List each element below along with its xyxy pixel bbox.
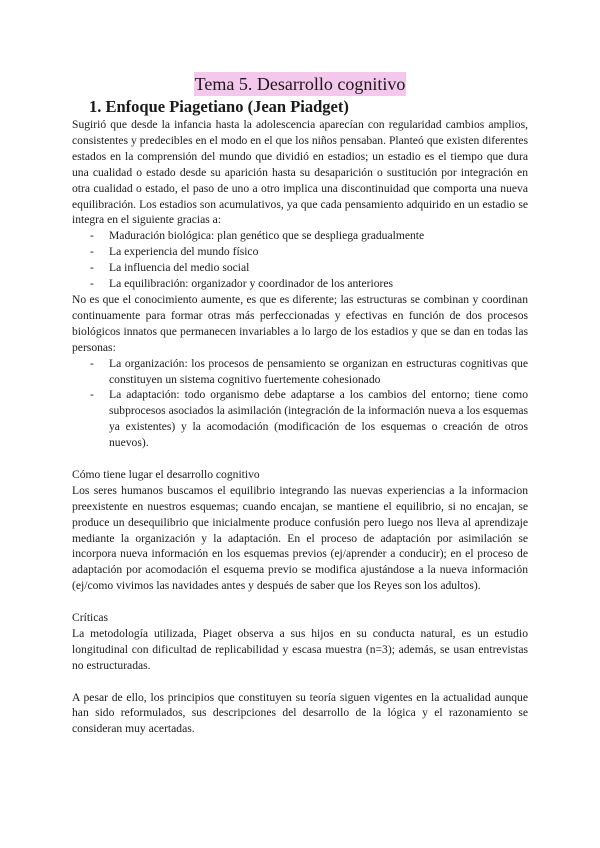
criticism-paragraph: La metodología utilizada, Piaget observa a sus hijos en su conducta natural, es un estudio longitudinal con dificultad de replicabilidad y escasa muestra (n=3); además, se usan entrevistas no estructuradas. <box>72 626 528 672</box>
spacer <box>72 674 528 690</box>
list-item: - La influencia del medio social <box>90 261 250 275</box>
document-page <box>72 72 528 737</box>
list-item: - Maduración biológica: plan genético que se despliega gradualmente <box>90 229 425 243</box>
list-item: - La adaptación: todo organismo debe adaptarse a los cambios del entorno; tiene como subprocesos asociados la asimilación (integración de la información nueva a los esquemas ya existentes) y la acomodación (modificación de los esquemas o creación de otros nuevos). <box>90 388 528 450</box>
section-heading-criticism: Críticas <box>72 611 109 625</box>
factors-list <box>72 228 528 292</box>
list-item: - La equilibración: organizador y coordinador de los anteriores <box>90 277 394 291</box>
document-title: Tema 5. Desarrollo cognitivo <box>194 74 406 94</box>
section-heading-piaget: 1. Enfoque Piagetiano (Jean Piadget) <box>89 97 349 116</box>
spacer <box>72 594 528 610</box>
title-block <box>72 72 528 96</box>
middle-paragraph: No es que el conocimiento aumente, es que es diferente; las estructuras se combinan y coordinan continuamente para formar otras más perfeccionadas y efectivas en función de dos procesos biológicos innatos que permanecen invariables a lo largo de los estadios y que se dan en todas las personas: <box>72 292 528 354</box>
conclusion-paragraph: A pesar de ello, los principios que constituyen su teoría siguen vigentes en la actualidad aunque han sido reformulados, sus descripciones del desarrollo de la lógica y el razonamiento se consideran muy acertadas. <box>72 690 528 736</box>
list-item: - La experiencia del mundo físico <box>90 245 259 259</box>
intro-paragraph: Sugirió que desde la infancia hasta la adolescencia aparecían con regularidad cambios amplios, consistentes y predecibles en el modo en el que los niños pensaban. Planteó que existen diferentes estados en la comprensión del mundo que dividió en estadios; un estadio es el tiempo que dura una cualidad o estado desde su aparición hasta su desaparición o sustitución por integración en otra cualidad o estado, el paso de uno a otro implica una discontinuidad que comporta una nueva equilibración. Los estadios son acumulativos, ya que cada pensamiento adquirido en un estadio se integra en el siguiente gracias a: <box>72 118 528 227</box>
section-heading-development: Cómo tiene lugar el desarrollo cognitivo <box>72 467 260 481</box>
development-paragraph: Los seres humanos buscamos el equilibrio integrando las nuevas experiencias a la informacion preexistente en nuestros esquemas; cuando encajan, se mantiene el equilibrio, si no encajan, se produce un desequilibrio que inicialmente produce confusión pero luego nos lleva al aprendizaje mediante la organización y la adaptación. En el proceso de adaptación por asimilación se incorpora nueva información en los esquemas previos (ej/aprender a conducir); en el proceso de adaptación por acomodación el esquema previo se modifica ajustándose a la nueva información (ej/como vivimos las navidades antes y después de saber que los Reyes son los adultos). <box>72 483 528 593</box>
list-item: - La organización: los procesos de pensamiento se organizan en estructuras cognitivas que constituyen un sistema cognitivo fuertemente cohesionado <box>90 356 528 386</box>
spacer <box>72 451 528 467</box>
processes-list <box>72 356 528 451</box>
